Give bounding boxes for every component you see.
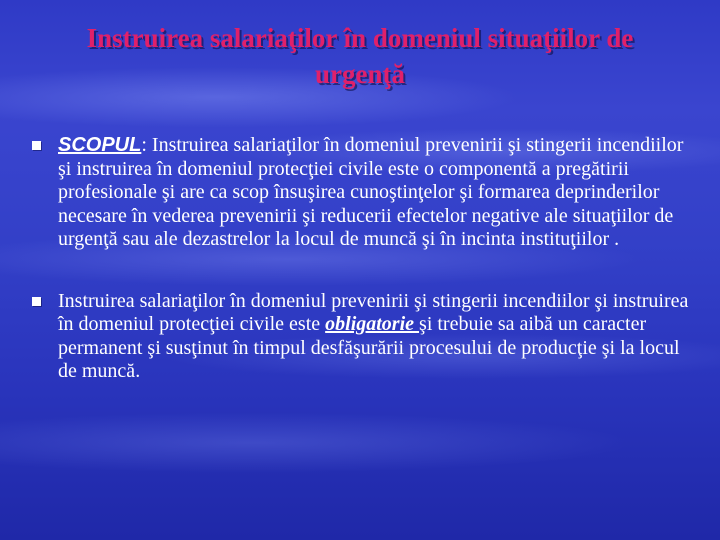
scope-label: SCOPUL: [58, 134, 142, 156]
slide-body: [32, 134, 700, 384]
slide-title: [20, 20, 700, 92]
square-bullet-icon: [32, 297, 41, 306]
scope-separator: :: [141, 134, 147, 156]
bullet-content: [58, 134, 683, 250]
scope-text: Instruirea salariaţilor în domeniul prevenirii şi stingerii incendiilor şi instruirea în domeniul protecţiei civile este o componentă a pregătirii profesionale şi are ca scop însuşirea cunoştinţelor şi formarea deprinderilor necesare în vederea prevenirii şi reducerii efectelor negative ale situaţiilor de urgenţă sau ale dezastrelor la locul de muncă şi în incinta instituţiilor .: [58, 134, 684, 250]
square-bullet-icon: [32, 141, 41, 150]
obligation-emphasis: obligatorie: [325, 313, 420, 335]
obligation-text-before: Instruirea salariaţilor în domeniul prevenirii şi stingerii incendiilor şi instruirea în domeniul protecţiei civile este: [58, 289, 689, 335]
obligation-text-after: şi trebuie sa aibă un caracter permanent şi susţinut în timpul desfăşurării procesului de producţie şi la locul de muncă.: [58, 313, 680, 382]
bullet-item-scope: [32, 134, 700, 252]
slide-title-line-2: urgenţă: [315, 59, 405, 89]
slide-title-line-1: Instruirea salariaţilor în domeniul situaţiilor de: [86, 23, 634, 53]
bullet-content: [58, 290, 688, 383]
bullet-item-obligation: [32, 290, 700, 384]
